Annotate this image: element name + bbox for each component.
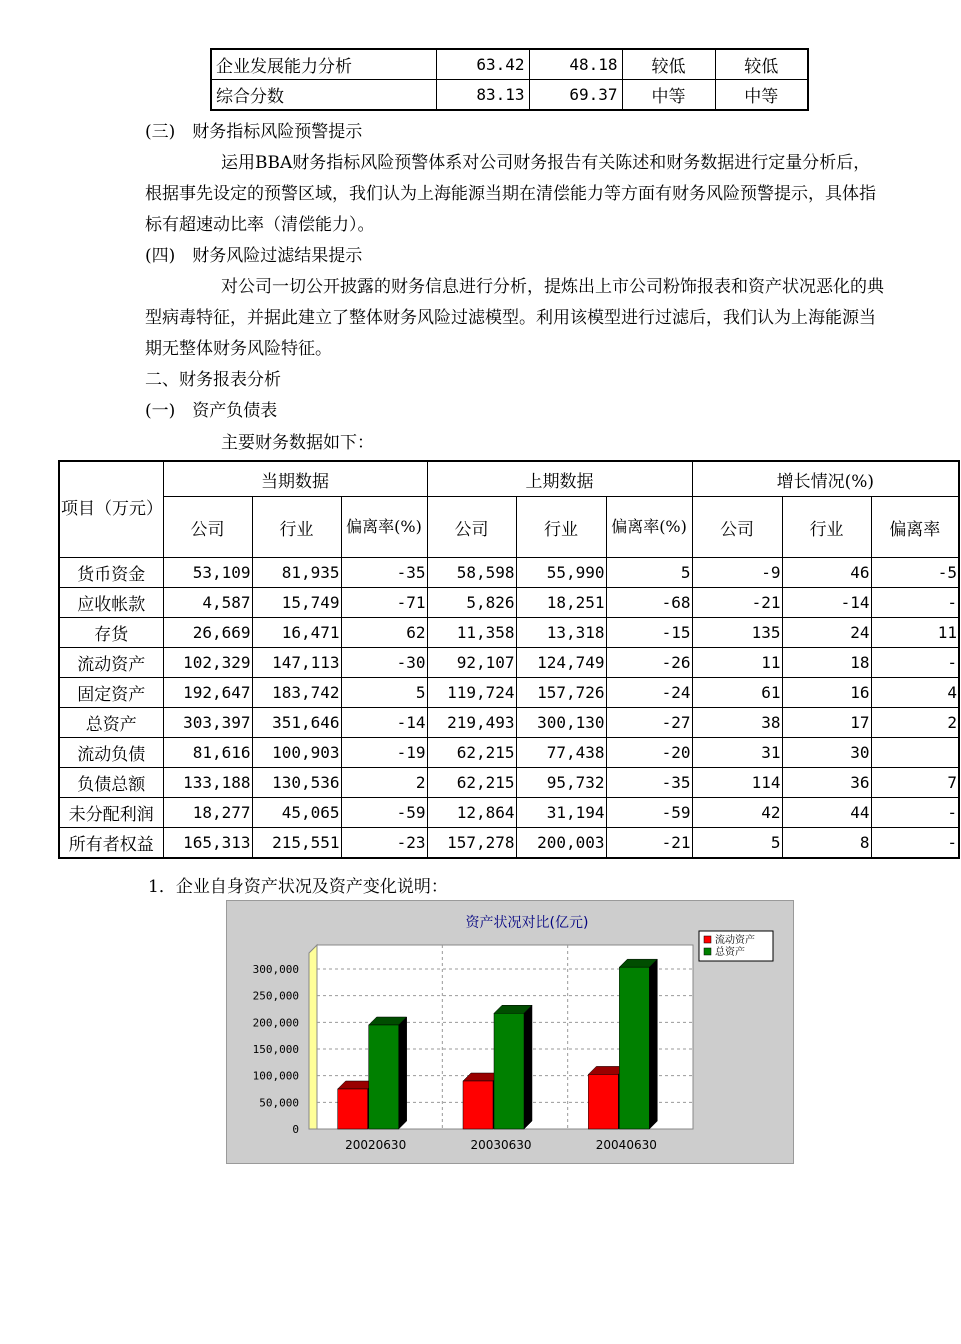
header-row — [59, 461, 959, 497]
table-cell: 15,749 — [252, 588, 341, 618]
table-cell: 135 — [692, 618, 782, 648]
bar-流动资产 — [463, 1081, 493, 1129]
subheader-cell: 行业 — [252, 497, 341, 558]
table-cell: -5 — [871, 558, 959, 588]
table-cell: 157,726 — [516, 678, 606, 708]
table-cell: 31,194 — [516, 798, 606, 828]
row-label: 综合分数 — [211, 80, 436, 111]
table-cell: 2 — [871, 708, 959, 738]
subheader-cell: 偏离率(%) — [341, 497, 427, 558]
table-cell: 38 — [692, 708, 782, 738]
row-label: 总资产 — [59, 708, 163, 738]
table-cell: 124,749 — [516, 648, 606, 678]
table-cell: 13,318 — [516, 618, 606, 648]
table-row — [59, 738, 959, 768]
table-row — [59, 648, 959, 678]
table-cell: 2 — [341, 768, 427, 798]
table-cell: 133,188 — [163, 768, 252, 798]
table-row — [59, 768, 959, 798]
x-tick-label: 20020630 — [345, 1138, 407, 1152]
bar-side — [399, 1017, 407, 1129]
table-cell: -21 — [606, 828, 692, 859]
table-cell: 53,109 — [163, 558, 252, 588]
table-cell: 42 — [692, 798, 782, 828]
table-cell: - — [871, 648, 959, 678]
x-tick-label: 20040630 — [595, 1138, 657, 1152]
table-cell: 11 — [692, 648, 782, 678]
table-cell: 95,732 — [516, 768, 606, 798]
table-cell: - — [871, 588, 959, 618]
table-cell: -20 — [606, 738, 692, 768]
table-cell: 5 — [341, 678, 427, 708]
bar-side — [649, 959, 657, 1129]
table-cell: - — [871, 828, 959, 859]
row-label: 企业发展能力分析 — [211, 49, 436, 80]
table-cell: 26,669 — [163, 618, 252, 648]
x-tick-label: 20030630 — [470, 1138, 532, 1152]
table-cell: 183,742 — [252, 678, 341, 708]
table-cell: 147,113 — [252, 648, 341, 678]
table-cell: 16,471 — [252, 618, 341, 648]
table-cell: -24 — [606, 678, 692, 708]
table-cell: 44 — [782, 798, 871, 828]
row-label: 存货 — [59, 618, 163, 648]
table-cell: 5,826 — [427, 588, 516, 618]
balance-sheet-table — [58, 460, 960, 859]
table-cell: 中等 — [622, 80, 715, 111]
table-cell: 62,215 — [427, 768, 516, 798]
table-row — [59, 678, 959, 708]
y-tick-label: 300,000 — [252, 963, 299, 976]
table-row — [211, 49, 808, 80]
table-cell: 200,003 — [516, 828, 606, 859]
table-cell: 62 — [341, 618, 427, 648]
legend-label: 总资产 — [715, 947, 745, 958]
table-cell: 157,278 — [427, 828, 516, 859]
bar-side — [524, 1005, 532, 1129]
table-cell: 303,397 — [163, 708, 252, 738]
row-label: 流动资产 — [59, 648, 163, 678]
table-cell: 中等 — [715, 80, 808, 111]
chart-title: 资产状况对比(亿元) — [465, 915, 589, 931]
table-row — [59, 558, 959, 588]
table-cell: -59 — [341, 798, 427, 828]
table-cell: 100,903 — [252, 738, 341, 768]
table-cell: 55,990 — [516, 558, 606, 588]
table-cell: 215,551 — [252, 828, 341, 859]
row-label: 未分配利润 — [59, 798, 163, 828]
table-cell: 较低 — [622, 49, 715, 80]
table-cell: -23 — [341, 828, 427, 859]
table-cell: 36 — [782, 768, 871, 798]
table-cell: 165,313 — [163, 828, 252, 859]
subheader-cell: 行业 — [782, 497, 871, 558]
table-cell: 45,065 — [252, 798, 341, 828]
legend-label: 流动资产 — [715, 935, 755, 946]
table-cell: 48.18 — [529, 49, 622, 80]
item-header: 项目（万元） — [59, 461, 163, 558]
y-tick-label: 150,000 — [252, 1043, 299, 1056]
bar-总资产 — [619, 967, 649, 1129]
legend-swatch — [704, 948, 711, 955]
table-cell: 102,329 — [163, 648, 252, 678]
table-cell: 较低 — [715, 49, 808, 80]
table-cell: 62,215 — [427, 738, 516, 768]
table-cell: 46 — [782, 558, 871, 588]
table-cell: -35 — [606, 768, 692, 798]
table-cell: 5 — [606, 558, 692, 588]
table-row — [59, 618, 959, 648]
table-cell: 219,493 — [427, 708, 516, 738]
table-cell: 16 — [782, 678, 871, 708]
bar-总资产 — [494, 1013, 524, 1129]
table-cell: 58,598 — [427, 558, 516, 588]
table-cell: -30 — [341, 648, 427, 678]
table-cell — [871, 738, 959, 768]
chart-svg — [227, 901, 793, 1163]
table-cell: -19 — [341, 738, 427, 768]
table-cell: 192,647 — [163, 678, 252, 708]
table-cell: 81,935 — [252, 558, 341, 588]
legend-swatch — [704, 936, 711, 943]
table-cell: -21 — [692, 588, 782, 618]
table-cell: 30 — [782, 738, 871, 768]
row-label: 固定资产 — [59, 678, 163, 708]
table-cell: -26 — [606, 648, 692, 678]
bar-总资产 — [369, 1025, 399, 1129]
y-tick-label: 100,000 — [252, 1069, 299, 1083]
group-header-growth: 增长情况(%) — [692, 461, 959, 497]
table-cell: -59 — [606, 798, 692, 828]
part-2-heading: 二、财务报表分析 — [145, 370, 281, 390]
table-cell: -9 — [692, 558, 782, 588]
subheader-row — [59, 497, 959, 558]
table-cell: 130,536 — [252, 768, 341, 798]
y-tick-label: 50,000 — [259, 1096, 299, 1110]
table-cell: 11,358 — [427, 618, 516, 648]
table-cell: 18 — [782, 648, 871, 678]
table-cell: 8 — [782, 828, 871, 859]
table-cell: 83.13 — [436, 80, 529, 111]
table-cell: 24 — [782, 618, 871, 648]
section-3-body: 运用BBA财务指标风险预警体系对公司财务报告有关陈述和财务数据进行定量分析后，根据事先设定的预警区域，我们认为上海能源当期在清偿能力等方面有财务风险预警提示，具体指标有超速动比率（清偿能力）。 — [145, 153, 876, 235]
row-label: 货币资金 — [59, 558, 163, 588]
table-row — [59, 828, 959, 859]
table-cell: 18,251 — [516, 588, 606, 618]
row-label: 所有者权益 — [59, 828, 163, 859]
table-cell: 7 — [871, 768, 959, 798]
top-score-table — [210, 48, 809, 111]
group-header-current: 当期数据 — [163, 461, 427, 497]
row-label: 负债总额 — [59, 768, 163, 798]
table-cell: -15 — [606, 618, 692, 648]
subheader-cell: 偏离率(%) — [606, 497, 692, 558]
subheader-cell: 偏离率 — [871, 497, 959, 558]
item-1-heading: 1．企业自身资产状况及资产变化说明： — [148, 877, 448, 897]
section-4-heading: (四) 财务风险过滤结果提示 — [145, 246, 363, 266]
table-cell: 351,646 — [252, 708, 341, 738]
table-cell: 4,587 — [163, 588, 252, 618]
table-cell: -71 — [341, 588, 427, 618]
table-cell: 11 — [871, 618, 959, 648]
section-3-heading: (三) 财务指标风险预警提示 — [145, 122, 363, 142]
subheader-cell: 行业 — [516, 497, 606, 558]
section-4-body: 对公司一切公开披露的财务信息进行分析，提炼出上市公司粉饰报表和资产状况恶化的典型病毒特征，并据此建立了整体财务风险过滤模型。利用该模型进行过滤后，我们认为上海能源当期无整体财务风险特征。 — [145, 277, 884, 359]
table-cell: 81,616 — [163, 738, 252, 768]
table-row — [211, 80, 808, 111]
table-cell: 31 — [692, 738, 782, 768]
table-cell: 12,864 — [427, 798, 516, 828]
group-header-previous: 上期数据 — [427, 461, 692, 497]
table-cell: 69.37 — [529, 80, 622, 111]
plot-side-wall — [309, 945, 317, 1129]
row-label: 流动负债 — [59, 738, 163, 768]
table-cell: 5 — [692, 828, 782, 859]
table-cell: 77,438 — [516, 738, 606, 768]
table-cell: 63.42 — [436, 49, 529, 80]
table-cell: 300,130 — [516, 708, 606, 738]
y-tick-label: 0 — [292, 1123, 299, 1136]
table-cell: 114 — [692, 768, 782, 798]
table-cell: - — [871, 798, 959, 828]
table-cell: 17 — [782, 708, 871, 738]
table-cell: 119,724 — [427, 678, 516, 708]
subheader-cell: 公司 — [692, 497, 782, 558]
row-label: 应收帐款 — [59, 588, 163, 618]
table-cell: 61 — [692, 678, 782, 708]
bar-流动资产 — [588, 1074, 618, 1129]
table-cell: 18,277 — [163, 798, 252, 828]
table-cell: 92,107 — [427, 648, 516, 678]
y-tick-label: 200,000 — [252, 1016, 299, 1030]
table-cell: -27 — [606, 708, 692, 738]
subheader-cell: 公司 — [163, 497, 252, 558]
table-cell: -68 — [606, 588, 692, 618]
subheader-cell: 公司 — [427, 497, 516, 558]
bar-流动资产 — [338, 1089, 368, 1129]
subsection-1-heading: (一) 资产负债表 — [145, 401, 278, 421]
y-tick-label: 250,000 — [252, 989, 299, 1003]
table-row — [59, 588, 959, 618]
table-row — [59, 708, 959, 738]
table-cell: -14 — [782, 588, 871, 618]
table-cell: -14 — [341, 708, 427, 738]
table-intro: 主要财务数据如下： — [221, 433, 374, 453]
table-cell: -35 — [341, 558, 427, 588]
table-cell: 4 — [871, 678, 959, 708]
table-row — [59, 798, 959, 828]
asset-comparison-chart — [226, 900, 794, 1164]
